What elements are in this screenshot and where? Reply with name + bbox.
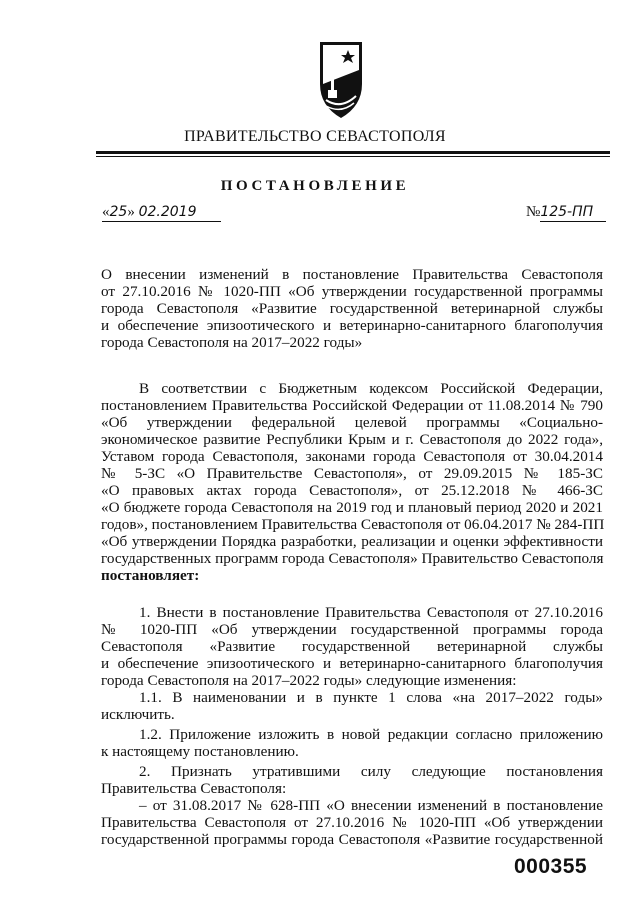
preamble-line: «О бюджете города Севастополя на 2019 год и плановый период 2020 и 2021 [101, 499, 603, 516]
number-sign: № [526, 204, 541, 220]
item-1 [101, 604, 603, 848]
item-1-line: № 1020-ПП «Об утверждении государственной программы города [101, 621, 603, 638]
item-1-2-line: 1.2. Приложение изложить в новой редакции согласно приложению [139, 726, 603, 743]
serial-number: 000355 [514, 855, 588, 878]
item-2-line: Правительства Севастополя: [101, 780, 287, 797]
government-name: ПРАВИТЕЛЬСТВО СЕВАСТОПОЛЯ [184, 128, 446, 145]
resolves-keyword: постановляет: [101, 567, 200, 584]
date-month-year: 02.2019 [138, 204, 197, 220]
preamble-line: постановлением Правительства Российской Федерации от 11.08.2014 № 790 [101, 397, 603, 414]
date-open-quote: « [102, 204, 110, 220]
preamble-line: В соответствии с Бюджетным кодексом Российской Федерации, [139, 380, 603, 397]
item-2-line: 2. Признать утратившими силу следующие постановления [139, 763, 603, 780]
item-2-list-line: Правительства Севастополя от 27.10.2016 № 1020-ПП «Об утверждении [101, 814, 603, 831]
preamble-line: Уставом города Севастополя, законами города Севастополя от 30.04.2014 [101, 448, 603, 465]
preamble-line: экономическое развитие Республики Крым и г. Севастополя до 2022 года», [101, 431, 603, 448]
preamble-line: «Об утверждении Порядка разработки, реализации и оценки эффективности [101, 533, 603, 550]
number-value: 125-ПП [540, 204, 594, 220]
date-day: 25 [109, 204, 128, 220]
coat-of-arms-icon [318, 40, 364, 120]
header-rule-thick [96, 151, 610, 154]
preamble-line: «Об утверждении федеральной целевой программы «Социально- [101, 414, 603, 431]
header-rule-thin [96, 156, 610, 157]
item-2-list-line: – от 31.08.2017 № 628-ПП «О внесении изменений в постановление [139, 797, 603, 814]
item-1-line: города Севастополя на 2017–2022 годы» следующие изменения: [101, 672, 517, 689]
document-number [526, 204, 606, 222]
item-1-line: и обеспечение эпизоотического и ветеринарно-санитарного благополучия [101, 655, 603, 672]
preamble-line: государственных программ города Севастополя» Правительство Севастополя [101, 550, 604, 567]
item-1-line: Севастополя «Развитие государственной ветеринарной службы [101, 638, 603, 655]
preamble-line: «О правовых актах города Севастополя», от 25.12.2018 № 466-ЗС [101, 482, 603, 499]
date-close-quote: » [127, 204, 135, 220]
item-2-list-line: государственной программы города Севастополя «Развитие государственной [101, 831, 603, 848]
item-1-2-line: к настоящему постановлению. [101, 743, 299, 760]
preamble-line: № 5-ЗС «О Правительстве Севастополя», от 29.09.2015 № 185-ЗС [101, 465, 603, 482]
subject-line: города Севастополя «Развитие государственной ветеринарной службы [101, 300, 603, 317]
subject-paragraph [101, 266, 603, 351]
document-date [102, 204, 221, 222]
item-1-line: 1. Внести в постановление Правительства Севастополя от 27.10.2016 [139, 604, 603, 621]
subject-line: города Севастополя на 2017–2022 годы» [101, 334, 363, 351]
document-type-title: ПОСТАНОВЛЕНИЕ [220, 178, 410, 194]
subject-line: и обеспечение эпизоотического и ветеринарно-санитарного благополучия [101, 317, 603, 334]
subject-line: О внесении изменений в постановление Правительства Севастополя [101, 266, 603, 283]
subject-line: от 27.10.2016 № 1020-ПП «Об утверждении государственной программы [101, 283, 603, 300]
item-1-1-line: исключить. [101, 706, 175, 723]
item-1-1-line: 1.1. В наименовании и в пункте 1 слова «на 2017–2022 годы» [139, 689, 603, 706]
preamble-paragraph [101, 380, 603, 584]
preamble-line: годов», постановлением Правительства Севастополя от 06.04.2017 № 284-ПП [101, 516, 605, 533]
